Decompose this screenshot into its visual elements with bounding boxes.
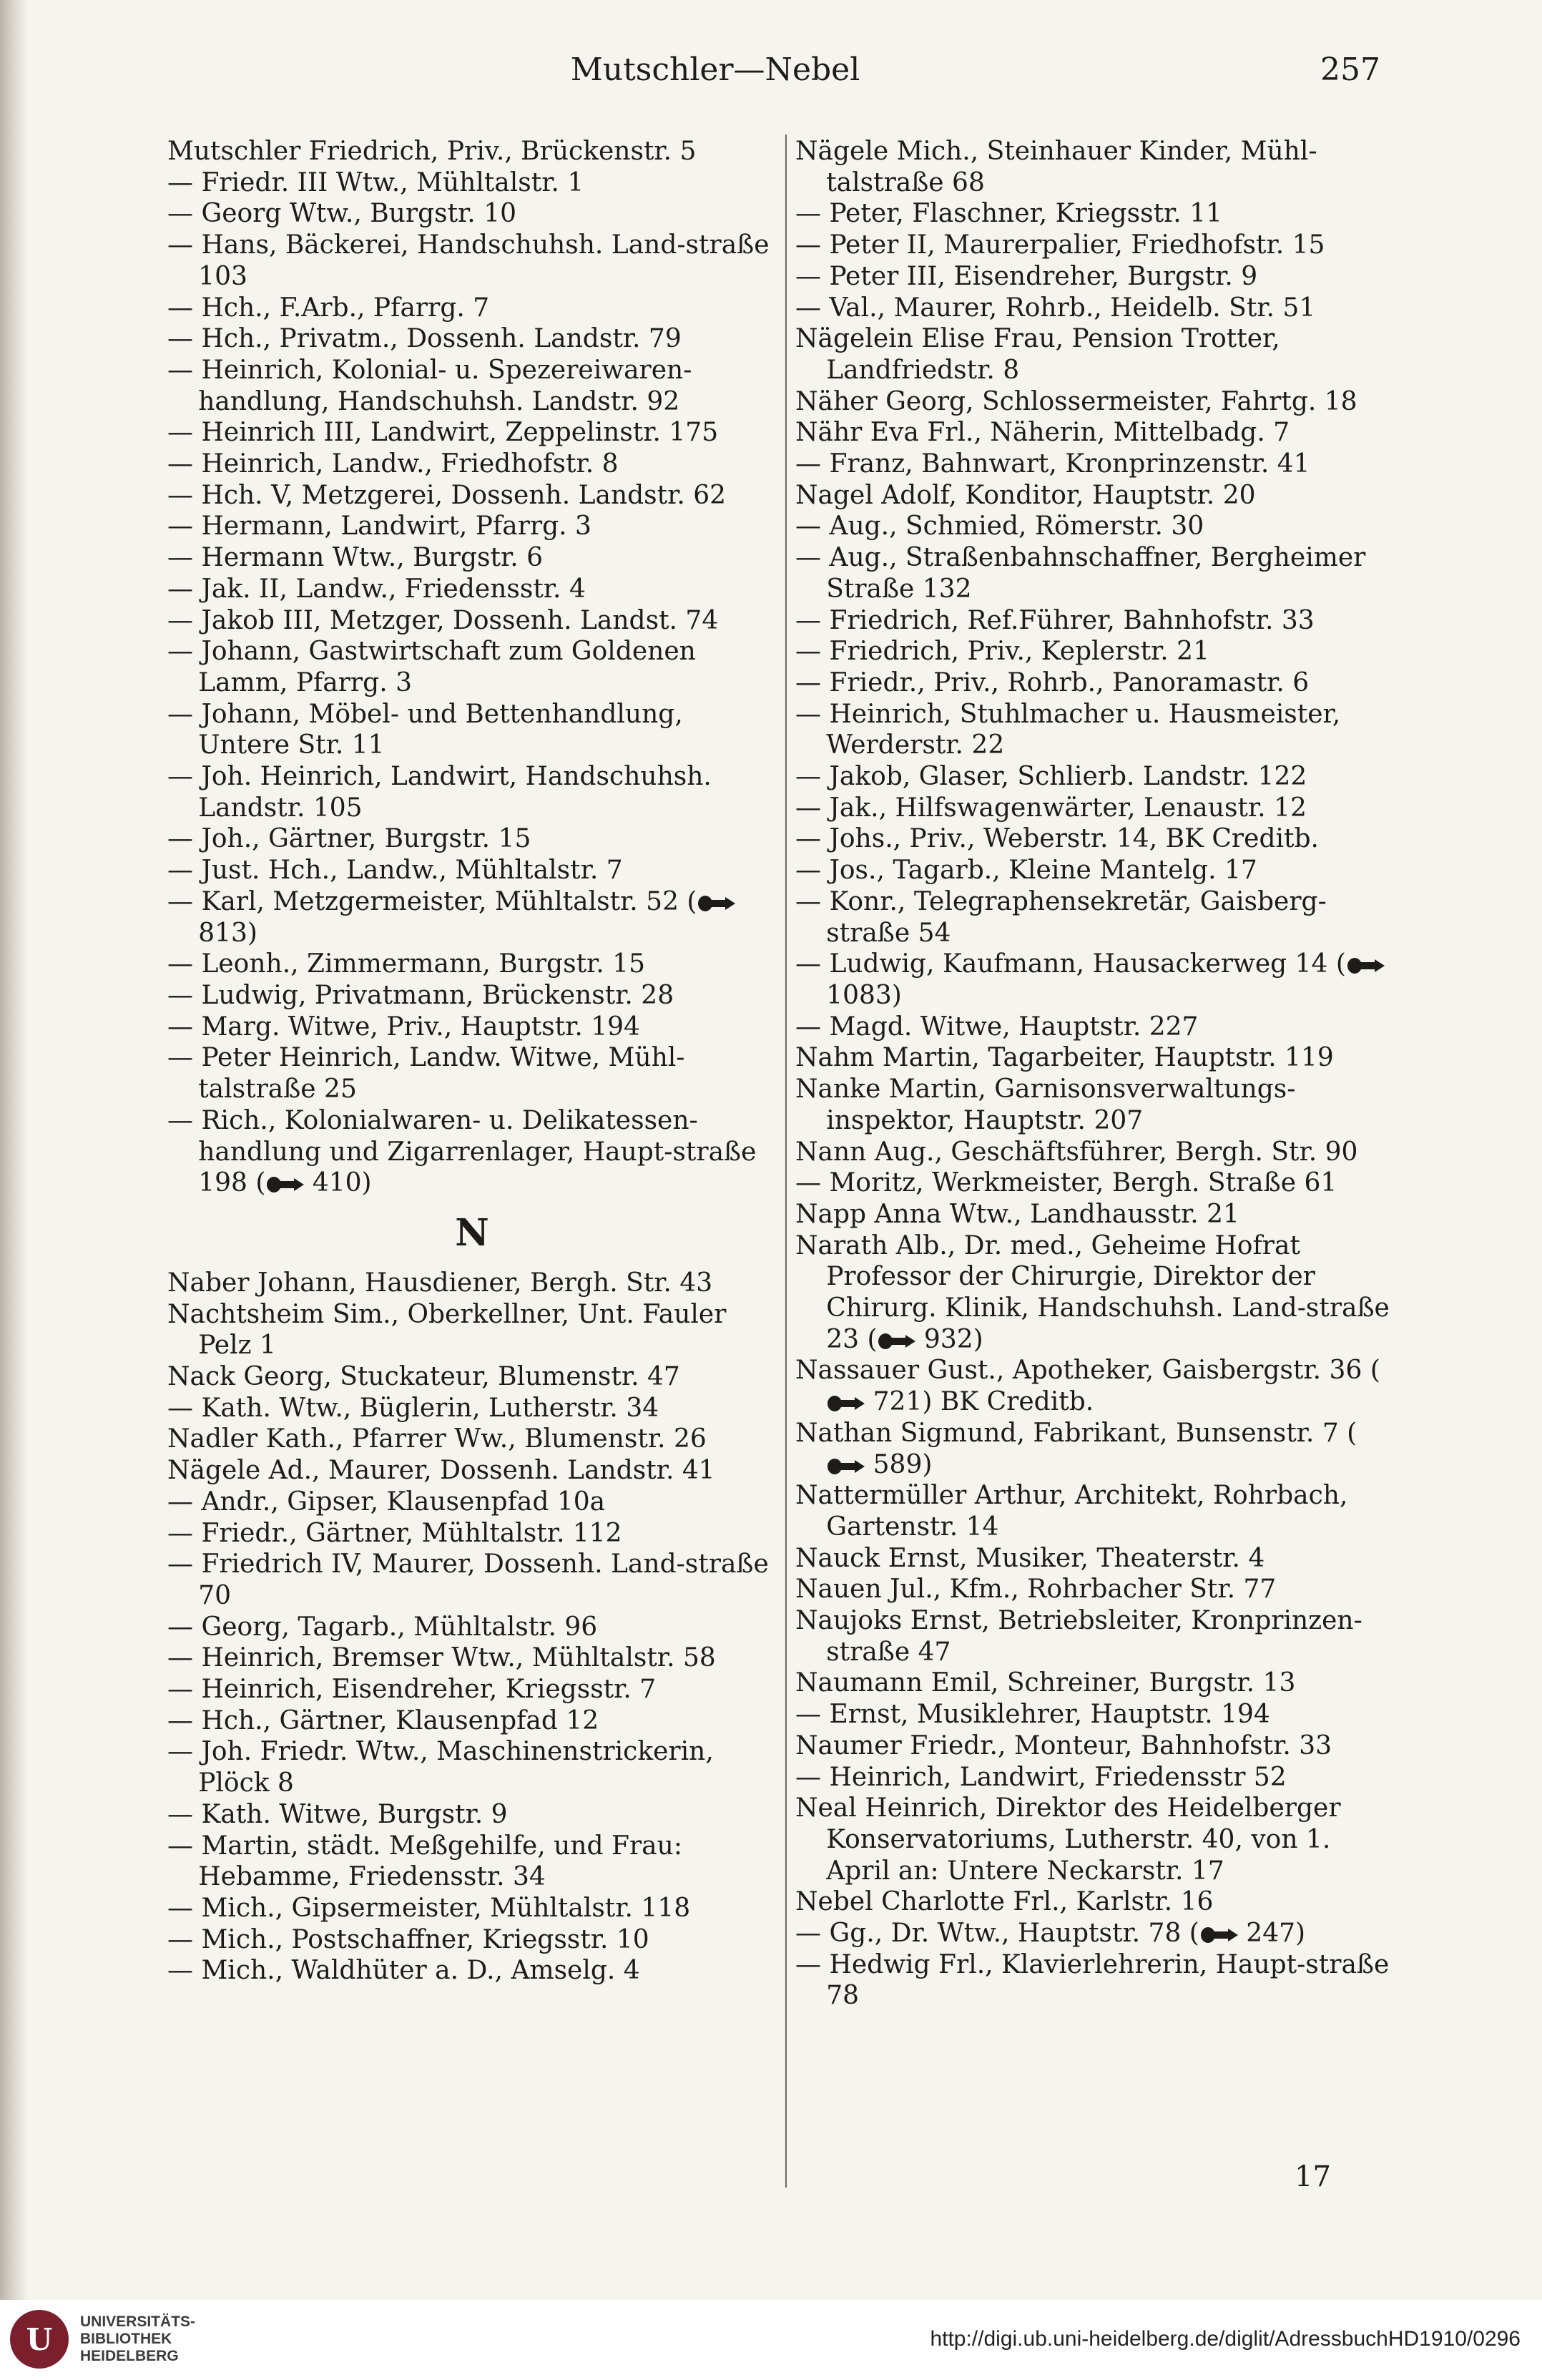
directory-entry: — Friedrich, Priv., Keplerstr. 21 <box>795 637 1209 667</box>
directory-entry: — Joh. Friedr. Wtw., Maschinenstrickerin, Plöck 8 <box>167 1737 714 1798</box>
directory-entry: — Hch., Gärtner, Klausenpfad 12 <box>167 1705 599 1735</box>
directory-entry: — Jakob, Glaser, Schlierb. Landstr. 122 <box>795 762 1307 792</box>
directory-entry: — Mich., Postschaffner, Kriegsstr. 10 <box>167 1924 649 1954</box>
directory-entry: — Ludwig, Kaufmann, Hausackerweg 14 ( 1083) <box>795 949 1395 1011</box>
telephone-icon <box>1346 956 1385 975</box>
directory-entry: — Hch., F.Arb., Pfarrg. 7 <box>167 293 490 323</box>
viewer-footer <box>0 2300 1542 2380</box>
directory-entry: — Heinrich, Landwirt, Friedensstr 52 <box>795 1762 1287 1792</box>
directory-entry: Nann Aug., Geschäftsführer, Bergh. Str. 90 <box>795 1137 1358 1167</box>
directory-entry: — Karl, Metzgermeister, Mühltalstr. 52 ( 813) <box>167 886 777 949</box>
directory-entry: — Joh. Heinrich, Landwirt, Handschuhsh. Landstr. 105 <box>167 762 712 823</box>
directory-entry: — Peter, Flaschner, Kriegsstr. 11 <box>795 199 1223 229</box>
directory-entry: — Marg. Witwe, Priv., Hauptstr. 194 <box>167 1012 640 1042</box>
directory-entry: Napp Anna Wtw., Landhausstr. 21 <box>795 1199 1239 1229</box>
directory-entry: — Kath. Witwe, Burgstr. 9 <box>167 1799 508 1829</box>
directory-entry: — Heinrich III, Landwirt, Zeppelinstr. 175 <box>167 418 719 448</box>
directory-entry: — Jakob III, Metzger, Dossenh. Landst. 74 <box>167 605 719 635</box>
directory-entry: Nägele Ad., Maurer, Dossenh. Landstr. 41 <box>167 1456 715 1486</box>
directory-entry: Nathan Sigmund, Fabrikant, Bunsenstr. 7 ( 589) <box>795 1418 1357 1479</box>
directory-entry: Nägelein Elise Frau, Pension Trotter, Landfriedstr. 8 <box>795 324 1280 385</box>
library-name: UNIVERSITÄTS-BIBLIOTHEK HEIDELBERG <box>80 2313 196 2364</box>
directory-entry: Mutschler Friedrich, Priv., Brückenstr. 5 <box>167 137 697 166</box>
directory-entry: — Hermann Wtw., Burgstr. 6 <box>167 543 543 573</box>
directory-entry: Naumann Emil, Schreiner, Burgstr. 13 <box>795 1668 1296 1698</box>
telephone-icon <box>877 1332 915 1351</box>
directory-entry: Nauck Ernst, Musiker, Theaterstr. 4 <box>795 1543 1265 1573</box>
directory-entry: — Peter II, Maurerpalier, Friedhofstr. 15 <box>795 230 1325 260</box>
directory-entry: Nattermüller Arthur, Architekt, Rohrbach, Gartenstr. 14 <box>795 1481 1348 1542</box>
running-head: Mutschler—Nebel <box>570 52 860 88</box>
column-divider <box>785 134 787 2188</box>
directory-entry: — Hch., Privatm., Dossenh. Landstr. 79 <box>167 324 682 354</box>
section-letter: N <box>455 1210 489 1255</box>
directory-entry: — Konr., Telegraphensekretär, Gaisberg-straße 54 <box>795 886 1327 948</box>
directory-entry: — Magd. Witwe, Hauptstr. 227 <box>795 1012 1199 1042</box>
directory-entry: — Heinrich, Landw., Friedhofstr. 8 <box>167 449 619 479</box>
directory-entry: Naujoks Ernst, Betriebsleiter, Kronprinzen-straße 47 <box>795 1606 1362 1667</box>
directory-entry: — Friedrich IV, Maurer, Dossenh. Land-straße 70 <box>167 1549 769 1610</box>
library-logo[interactable] <box>10 2310 252 2369</box>
directory-entry: Nauen Jul., Kfm., Rohrbacher Str. 77 <box>795 1575 1277 1605</box>
page-binding-edge <box>0 0 29 2380</box>
document-url-link[interactable]: http://digi.ub.uni-heidelberg.de/diglit/AdressbuchHD1910/0296 <box>930 2327 1521 2351</box>
directory-entry: — Johann, Möbel- und Bettenhandlung, Untere Str. 11 <box>167 699 683 760</box>
directory-entry: — Ernst, Musiklehrer, Hauptstr. 194 <box>795 1700 1270 1730</box>
directory-entry: — Val., Maurer, Rohrb., Heidelb. Str. 51 <box>795 293 1316 323</box>
directory-entry: — Peter Heinrich, Landw. Witwe, Mühl-talstraße 25 <box>167 1043 685 1105</box>
directory-entry: — Johs., Priv., Weberstr. 14, BK Creditb. <box>795 824 1319 854</box>
directory-entry: Neal Heinrich, Direktor des Heidelberger Konservatoriums, Lutherstr. 40, von 1. April an: Untere Neckarstr. 17 <box>795 1793 1341 1886</box>
directory-entry: — Jak., Hilfswagenwärter, Lenaustr. 12 <box>795 793 1307 823</box>
directory-entry: — Heinrich, Kolonial- u. Spezereiwaren-handlung, Handschuhsh. Landstr. 92 <box>167 355 692 416</box>
directory-entry: — Gg., Dr. Wtw., Hauptstr. 78 ( 247) <box>795 1919 1306 1949</box>
directory-entry: — Aug., Schmied, Römerstr. 30 <box>795 511 1204 542</box>
directory-entry: — Rich., Kolonialwaren- u. Delikatessen-handlung und Zigarrenlager, Haupt-straße 198 ( 410) <box>167 1105 757 1198</box>
telephone-icon <box>265 1175 304 1194</box>
directory-entry: — Leonh., Zimmermann, Burgstr. 15 <box>167 949 645 979</box>
directory-entry: — Just. Hch., Landw., Mühltalstr. 7 <box>167 856 623 886</box>
directory-entry: Nanke Martin, Garnisonsverwaltungs-inspektor, Hauptstr. 207 <box>795 1074 1296 1135</box>
directory-entry: Nägele Mich., Steinhauer Kinder, Mühl-talstraße 68 <box>795 137 1317 197</box>
directory-entry: — Heinrich, Bremser Wtw., Mühltalstr. 58 <box>167 1643 716 1673</box>
directory-entry: — Friedr., Gärtner, Mühltalstr. 112 <box>167 1518 622 1548</box>
directory-entry: — Kath. Wtw., Büglerin, Lutherstr. 34 <box>167 1393 659 1423</box>
directory-entry: — Hch. V, Metzgerei, Dossenh. Landstr. 62 <box>167 480 727 510</box>
directory-entry: — Aug., Straßenbahnschaffner, Bergheimer Straße 132 <box>795 543 1366 604</box>
page-header <box>0 52 1430 94</box>
directory-entry: Nadler Kath., Pfarrer Ww., Blumenstr. 26 <box>167 1424 707 1454</box>
directory-entry: Naumer Friedr., Monteur, Bahnhofstr. 33 <box>795 1730 1332 1760</box>
directory-entry: Nassauer Gust., Apotheker, Gaisbergstr. 36 ( 721) BK Creditb. <box>795 1356 1380 1417</box>
directory-entry: — Friedr. III Wtw., Mühltalstr. 1 <box>167 167 584 197</box>
directory-entry: — Georg Wtw., Burgstr. 10 <box>167 199 517 229</box>
directory-entry: Naber Johann, Hausdiener, Bergh. Str. 43 <box>167 1268 713 1298</box>
directory-entry: — Ludwig, Privatmann, Brückenstr. 28 <box>167 980 674 1010</box>
directory-entry: — Jos., Tagarb., Kleine Mantelg. 17 <box>795 856 1257 886</box>
directory-entry: — Moritz, Werkmeister, Bergh. Straße 61 <box>795 1168 1337 1198</box>
directory-entry: — Heinrich, Eisendreher, Kriegsstr. 7 <box>167 1675 657 1705</box>
directory-entry: — Friedr., Priv., Rohrb., Panoramastr. 6 <box>795 667 1310 697</box>
directory-entry: — Jak. II, Landw., Friedensstr. 4 <box>167 574 586 604</box>
directory-entry: — Heinrich, Stuhlmacher u. Hausmeister, Werderstr. 22 <box>795 699 1341 760</box>
telephone-icon <box>826 1394 865 1413</box>
directory-entry: — Franz, Bahnwart, Kronprinzenstr. 41 <box>795 449 1310 479</box>
directory-entry: Näher Georg, Schlossermeister, Fahrtg. 18 <box>795 386 1357 416</box>
directory-entry: — Hedwig Frl., Klavierlehrerin, Haupt-straße 78 <box>795 1949 1390 2011</box>
telephone-icon <box>1199 1926 1238 1944</box>
directory-entry: — Joh., Gärtner, Burgstr. 15 <box>167 824 531 854</box>
directory-entry: — Mich., Gipsermeister, Mühltalstr. 118 <box>167 1893 691 1923</box>
directory-entry: — Georg, Tagarb., Mühltalstr. 96 <box>167 1612 598 1642</box>
directory-entry: Nahm Martin, Tagarbeiter, Hauptstr. 119 <box>795 1043 1334 1073</box>
logo-mark: U <box>26 2321 53 2357</box>
directory-entry: — Hans, Bäckerei, Handschuhsh. Land-straße 103 <box>167 230 770 291</box>
directory-entry: Nebel Charlotte Frl., Karlstr. 16 <box>795 1887 1214 1917</box>
directory-entry: — Peter III, Eisendreher, Burgstr. 9 <box>795 261 1258 291</box>
directory-entry: — Friedrich, Ref.Führer, Bahnhofstr. 33 <box>795 605 1315 635</box>
telephone-icon <box>697 894 735 913</box>
directory-entry: Nachtsheim Sim., Oberkellner, Unt. Fauler Pelz 1 <box>167 1299 727 1361</box>
right-column <box>795 136 1395 2012</box>
page-number: 257 <box>1320 52 1380 88</box>
left-column <box>167 136 777 1987</box>
university-seal-icon <box>10 2310 69 2369</box>
directory-entry: — Mich., Waldhüter a. D., Amselg. 4 <box>167 1956 640 1986</box>
directory-entry: Nagel Adolf, Konditor, Hauptstr. 20 <box>795 480 1256 510</box>
directory-entry: — Johann, Gastwirtschaft zum Goldenen Lamm, Pfarrg. 3 <box>167 637 696 697</box>
directory-entry: — Hermann, Landwirt, Pfarrg. 3 <box>167 511 591 542</box>
directory-entry: — Andr., Gipser, Klausenpfad 10a <box>167 1487 606 1517</box>
directory-entry: Narath Alb., Dr. med., Geheime Hofrat Professor der Chirurgie, Direktor der Chirurg. Klinik, Handschuhsh. Land-straße 23 ( 932) <box>795 1230 1390 1354</box>
directory-entry: Nack Georg, Stuckateur, Blumenstr. 47 <box>167 1362 680 1392</box>
directory-entry: — Martin, städt. Meßgehilfe, und Frau: Hebamme, Friedensstr. 34 <box>167 1831 682 1892</box>
directory-entry: Nähr Eva Frl., Näherin, Mittelbadg. 7 <box>795 418 1290 448</box>
telephone-icon <box>826 1457 865 1476</box>
signature-mark: 17 <box>1295 2160 1331 2193</box>
